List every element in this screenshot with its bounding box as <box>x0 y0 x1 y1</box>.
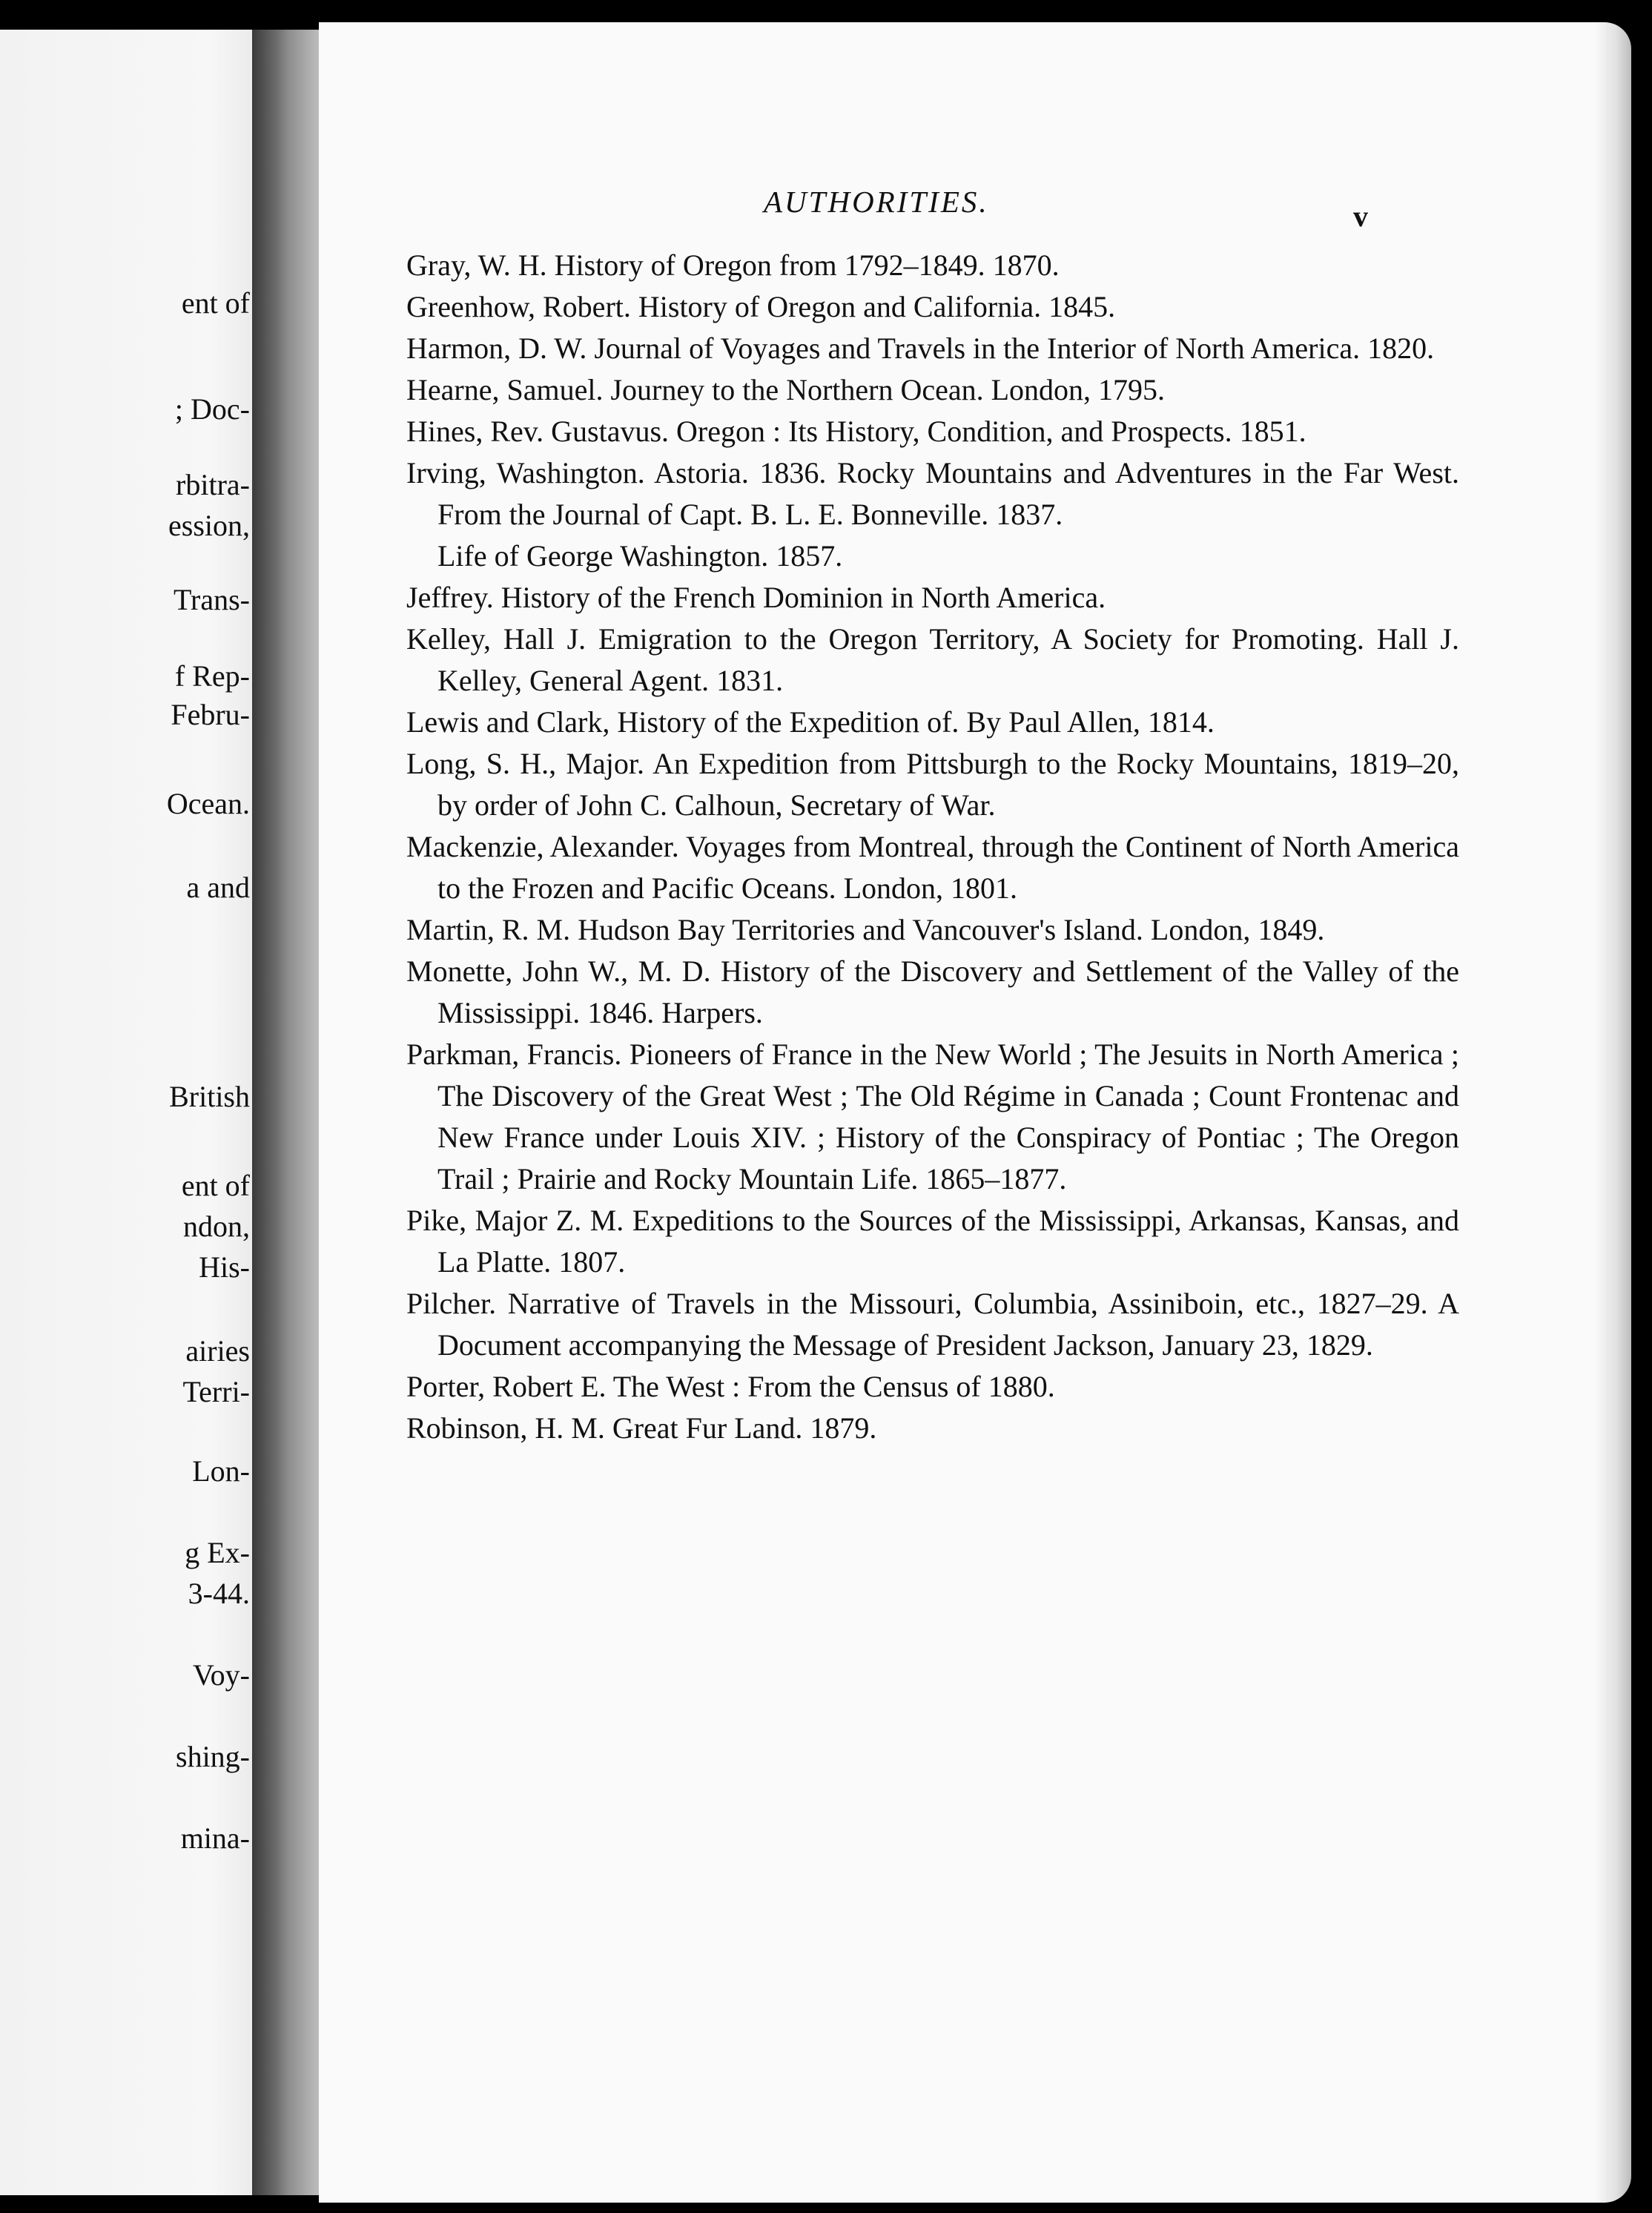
bibliography-entry: Pike, Major Z. M. Expeditions to the Sources of the Mississippi, Arkansas, Kansas, and La Platte. 1807. <box>406 1204 1459 1279</box>
bibliography-entry: Irving, Washington. Astoria. 1836. Rocky Mountains and Adventures in the Far West. From the Journal of Capt. B. L. E. Bonneville. 1837. <box>406 456 1459 531</box>
page-number: v <box>1353 199 1368 233</box>
left-line-fragment: His- <box>199 1250 250 1284</box>
left-line-fragment: Terri- <box>182 1375 250 1408</box>
bibliography-list <box>406 245 1459 1449</box>
left-line-fragment: Lon- <box>192 1454 250 1488</box>
left-line-fragment: mina- <box>180 1821 250 1855</box>
left-line-fragment: g Ex- <box>185 1536 250 1569</box>
page-edge-shadow <box>1594 22 1631 2203</box>
left-line-fragment: ; Doc- <box>174 392 250 426</box>
bibliography-entry: Mackenzie, Alexander. Voyages from Montreal, through the Continent of North America to the Frozen and Pacific Oceans. London, 1801. <box>406 830 1459 905</box>
bibliography-entry: Lewis and Clark, History of the Expedition of. By Paul Allen, 1814. <box>406 705 1215 739</box>
bibliography-entry: Kelley, Hall J. Emigration to the Oregon Territory, A Society for Promoting. Hall J. Kelley, General Agent. 1831. <box>406 622 1459 697</box>
left-line-fragment: ent of <box>181 286 250 320</box>
bibliography-entry: Hearne, Samuel. Journey to the Northern Ocean. London, 1795. <box>406 373 1166 406</box>
left-line-fragment: shing- <box>176 1740 250 1773</box>
bibliography-entry: Porter, Robert E. The West : From the Census of 1880. <box>406 1370 1055 1403</box>
left-line-fragment: ession, <box>168 509 250 542</box>
bibliography-entry: Long, S. H., Major. An Expedition from Pittsburgh to the Rocky Mountains, 1819–20, by order of John C. Calhoun, Secretary of War. <box>406 747 1459 822</box>
bibliography-entry: Pilcher. Narrative of Travels in the Missouri, Columbia, Assiniboin, etc., 1827–29. A Document accompanying the Message of President Jackson, January 23, 1829. <box>406 1287 1459 1362</box>
bibliography-entry: Parkman, Francis. Pioneers of France in the New World ; The Jesuits in North America ; The Discovery of the Great West ; The Old Régime in Canada ; Count Frontenac and New France under Louis XIV. ; History of the Conspiracy of Pontiac ; The Oregon Trail ; Prairie and Rocky Mountain Life. 1865–1877. <box>406 1038 1459 1195</box>
left-line-fragment: ent of <box>181 1169 250 1202</box>
bibliography-entry: Gray, W. H. History of Oregon from 1792–1849. 1870. <box>406 248 1060 282</box>
left-line-fragment: ndon, <box>183 1210 250 1243</box>
left-facing-page <box>0 30 263 2195</box>
left-line-fragment: rbitra- <box>176 468 250 501</box>
left-line-fragment: 3-44. <box>188 1577 250 1610</box>
bibliography-entry: Harmon, D. W. Journal of Voyages and Travels in the Interior of North America. 1820. <box>406 332 1435 365</box>
left-line-fragment: Voy- <box>192 1658 250 1692</box>
bibliography-subentry: Life of George Washington. 1857. <box>437 539 843 573</box>
left-line-fragment: f Rep- <box>174 659 250 693</box>
running-head: AUTHORITIES. <box>764 185 989 219</box>
right-page <box>319 22 1631 2203</box>
left-line-fragment: airies <box>185 1334 250 1368</box>
binding-gutter <box>252 30 319 2195</box>
left-line-fragment: British <box>169 1080 250 1113</box>
bibliography-entry: Robinson, H. M. Great Fur Land. 1879. <box>406 1411 877 1445</box>
bibliography-entry: Monette, John W., M. D. History of the Discovery and Settlement of the Valley of the Mississippi. 1846. Harpers. <box>406 954 1459 1029</box>
left-line-fragment: Trans- <box>174 583 250 616</box>
bibliography-entry: Hines, Rev. Gustavus. Oregon : Its History, Condition, and Prospects. 1851. <box>406 415 1306 448</box>
bibliography-entry: Jeffrey. History of the French Dominion in North America. <box>406 581 1106 614</box>
left-line-fragment: a and <box>186 871 250 904</box>
bibliography-entry: Martin, R. M. Hudson Bay Territories and Vancouver's Island. London, 1849. <box>406 913 1325 946</box>
bibliography-entry: Greenhow, Robert. History of Oregon and California. 1845. <box>406 290 1116 323</box>
left-line-fragment: Ocean. <box>166 787 250 820</box>
left-line-fragment: Febru- <box>171 698 250 731</box>
